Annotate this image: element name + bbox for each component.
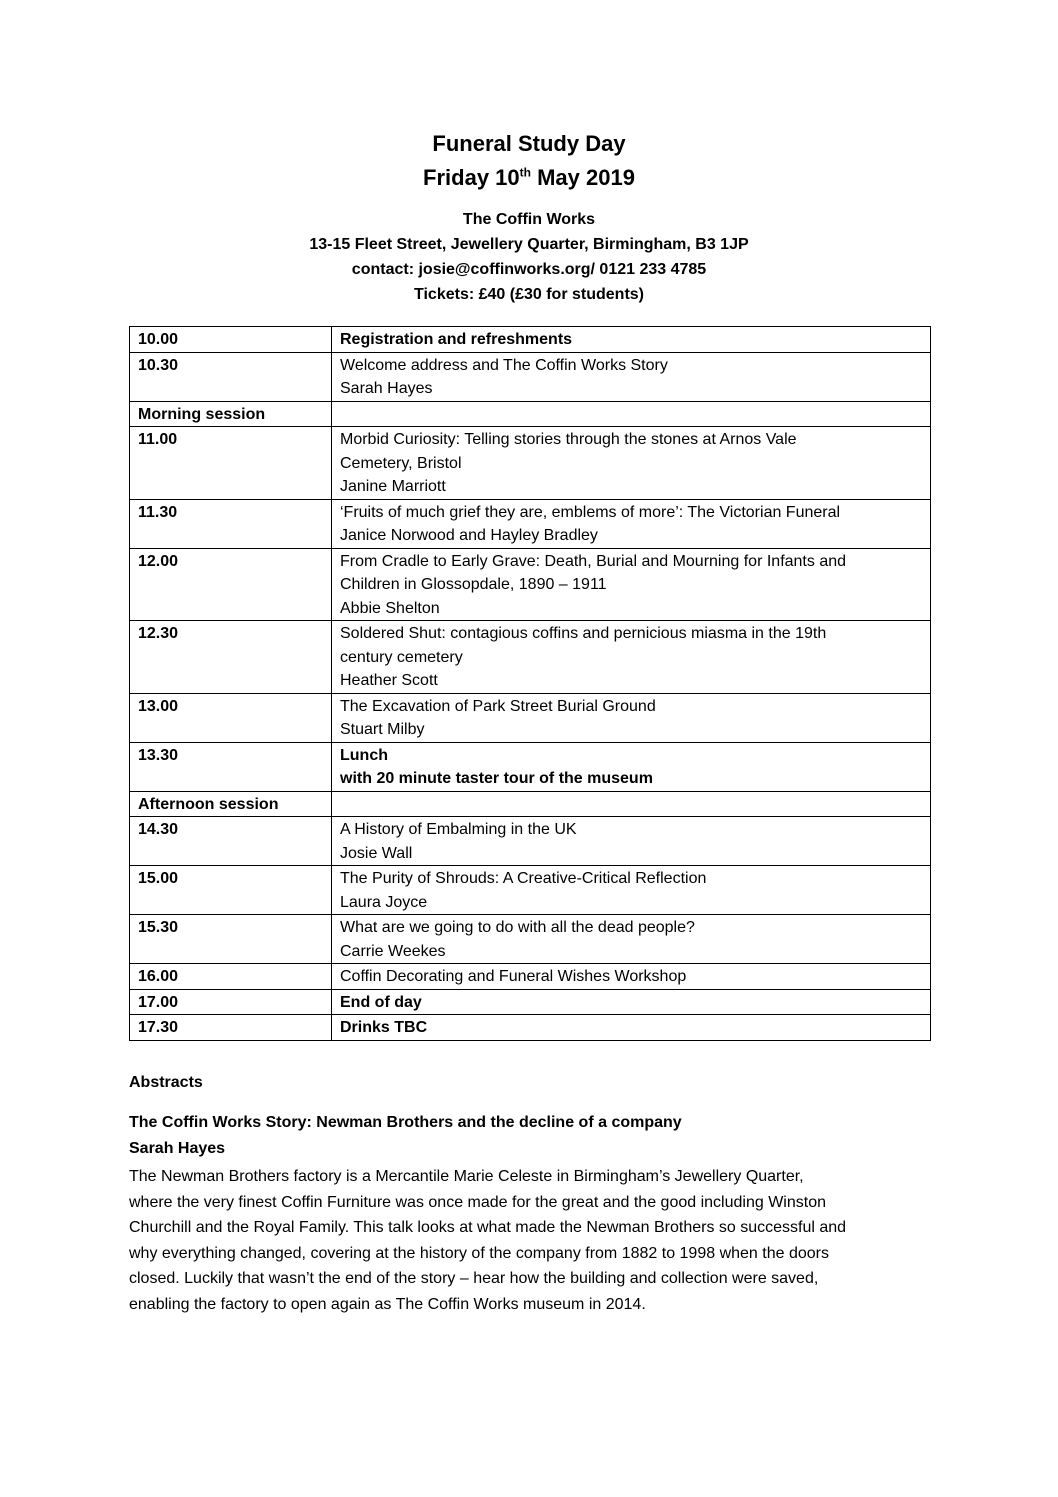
schedule-time: 17.00 [130, 989, 332, 1015]
schedule-row [130, 866, 931, 915]
abstract-body [129, 1164, 949, 1317]
schedule-time: 17.30 [130, 1015, 332, 1041]
schedule-time: 13.30 [130, 742, 332, 791]
schedule-description [332, 791, 931, 817]
schedule-row [130, 327, 931, 353]
schedule-description-line: ‘Fruits of much grief they are, emblems of more’: The Victorian Funeral [340, 503, 841, 521]
schedule-time: Morning session [130, 401, 332, 427]
schedule-time: 13.00 [130, 693, 332, 742]
schedule-row [130, 742, 931, 791]
schedule-description-line: Janice Norwood and Hayley Bradley [340, 527, 598, 544]
schedule-row [130, 964, 931, 990]
schedule-time: 11.30 [130, 499, 332, 548]
schedule-time: 15.00 [130, 866, 332, 915]
schedule-description [332, 915, 931, 964]
schedule-description-line: century cemetery [340, 648, 463, 666]
schedule-table [129, 326, 931, 1041]
schedule-body [130, 327, 931, 1041]
schedule-description [332, 401, 931, 427]
schedule-time: 15.30 [130, 915, 332, 964]
event-date-suffix: May 2019 [530, 165, 635, 190]
venue-name: The Coffin Works [462, 211, 596, 228]
abstract-body-line: closed. Luckily that wasn’t the end of the story – hear how the building and collection were saved, [129, 1270, 819, 1287]
event-date-ordinal: th [519, 165, 531, 180]
schedule-description-line: Welcome address and The Coffin Works Story [340, 356, 668, 374]
schedule-description-line: Soldered Shut: contagious coffins and pernicious miasma in the 19th [340, 625, 827, 642]
schedule-row [130, 548, 931, 621]
schedule-description-line: Carrie Weekes [340, 942, 446, 960]
schedule-description-line: Registration and refreshments [340, 331, 573, 348]
schedule-description [332, 352, 931, 401]
schedule-description-line: Drinks TBC [340, 1019, 428, 1036]
schedule-row [130, 499, 931, 548]
abstract-title: The Coffin Works Story: Newman Brothers and the decline of a company [129, 1114, 682, 1131]
schedule-description [332, 817, 931, 866]
schedule-time: 14.30 [130, 817, 332, 866]
abstract-body-line: enabling the factory to open again as The Coffin Works museum in 2014. [129, 1295, 646, 1313]
schedule-description-line: The Excavation of Park Street Burial Ground [340, 697, 656, 715]
schedule-description [332, 548, 931, 621]
schedule-time: 16.00 [130, 964, 332, 990]
abstract-body-line: why everything changed, covering at the history of the company from 1882 to 1998 when the doors [129, 1244, 829, 1262]
schedule-description-line: Coffin Decorating and Funeral Wishes Workshop [340, 968, 687, 985]
ticket-info: Tickets: £40 (£30 for students) [413, 286, 644, 303]
schedule-description [332, 964, 931, 990]
schedule-description-line: Janine Marriott [340, 478, 446, 495]
abstract-body-line: where the very finest Coffin Furniture was once made for the great and the good including Winston [129, 1193, 826, 1211]
schedule-description-line: A History of Embalming in the UK [340, 821, 577, 838]
schedule-row [130, 693, 931, 742]
schedule-description-line: Heather Scott [340, 672, 438, 689]
schedule-description [332, 427, 931, 500]
document-title: Funeral Study Day [432, 131, 626, 156]
schedule-description-line: Lunch [340, 746, 388, 764]
schedule-description-line: The Purity of Shrouds: A Creative-Critical Reflection [340, 870, 707, 887]
schedule-description-line: Cemetery, Bristol [340, 454, 462, 472]
schedule-time: 11.00 [130, 427, 332, 500]
abstract-author: Sarah Hayes [129, 1140, 226, 1157]
abstracts-heading: Abstracts [129, 1074, 203, 1091]
schedule-description-line: Josie Wall [340, 844, 413, 862]
schedule-description-line: Stuart Milby [340, 721, 425, 738]
abstract-body-line: Churchill and the Royal Family. This talk looks at what made the Newman Brothers so successful and [129, 1219, 847, 1236]
contact-info: contact: josie@coffinworks.org/ 0121 233 4785 [351, 261, 707, 278]
schedule-description [332, 327, 931, 353]
schedule-row [130, 989, 931, 1015]
schedule-time: Afternoon session [130, 791, 332, 817]
event-date-prefix: Friday 10 [423, 165, 520, 190]
schedule-time: 12.30 [130, 621, 332, 694]
schedule-description-line: Children in Glossopdale, 1890 – 1911 [340, 576, 607, 593]
schedule-time: 10.30 [130, 352, 332, 401]
schedule-description [332, 693, 931, 742]
schedule-row [130, 427, 931, 500]
schedule-description [332, 621, 931, 694]
schedule-row [130, 915, 931, 964]
venue-address: 13-15 Fleet Street, Jewellery Quarter, Birmingham, B3 1JP [309, 236, 749, 253]
schedule-description-line: End of day [340, 993, 422, 1011]
event-date [0, 165, 1058, 191]
schedule-row [130, 621, 931, 694]
schedule-description [332, 866, 931, 915]
schedule-description [332, 742, 931, 791]
schedule-description-line: with 20 minute taster tour of the museum [340, 770, 653, 787]
schedule-description-line: What are we going to do with all the dead people? [340, 919, 695, 936]
schedule-time: 10.00 [130, 327, 332, 353]
schedule-row [130, 401, 931, 427]
schedule-description-line: Abbie Shelton [340, 599, 440, 617]
schedule-row [130, 1015, 931, 1041]
schedule-description-line: From Cradle to Early Grave: Death, Burial and Mourning for Infants and [340, 552, 847, 570]
schedule-row [130, 817, 931, 866]
schedule-description [332, 989, 931, 1015]
schedule-description [332, 499, 931, 548]
schedule-row [130, 352, 931, 401]
schedule-description-line: Laura Joyce [340, 893, 428, 911]
schedule-row [130, 791, 931, 817]
schedule-description [332, 1015, 931, 1041]
schedule-description-line: Sarah Hayes [340, 380, 433, 397]
abstract-body-line: The Newman Brothers factory is a Mercantile Marie Celeste in Birmingham’s Jewellery Quarter, [129, 1168, 804, 1185]
schedule-description-line: Morbid Curiosity: Telling stories through the stones at Arnos Vale [340, 431, 797, 448]
schedule-time: 12.00 [130, 548, 332, 621]
